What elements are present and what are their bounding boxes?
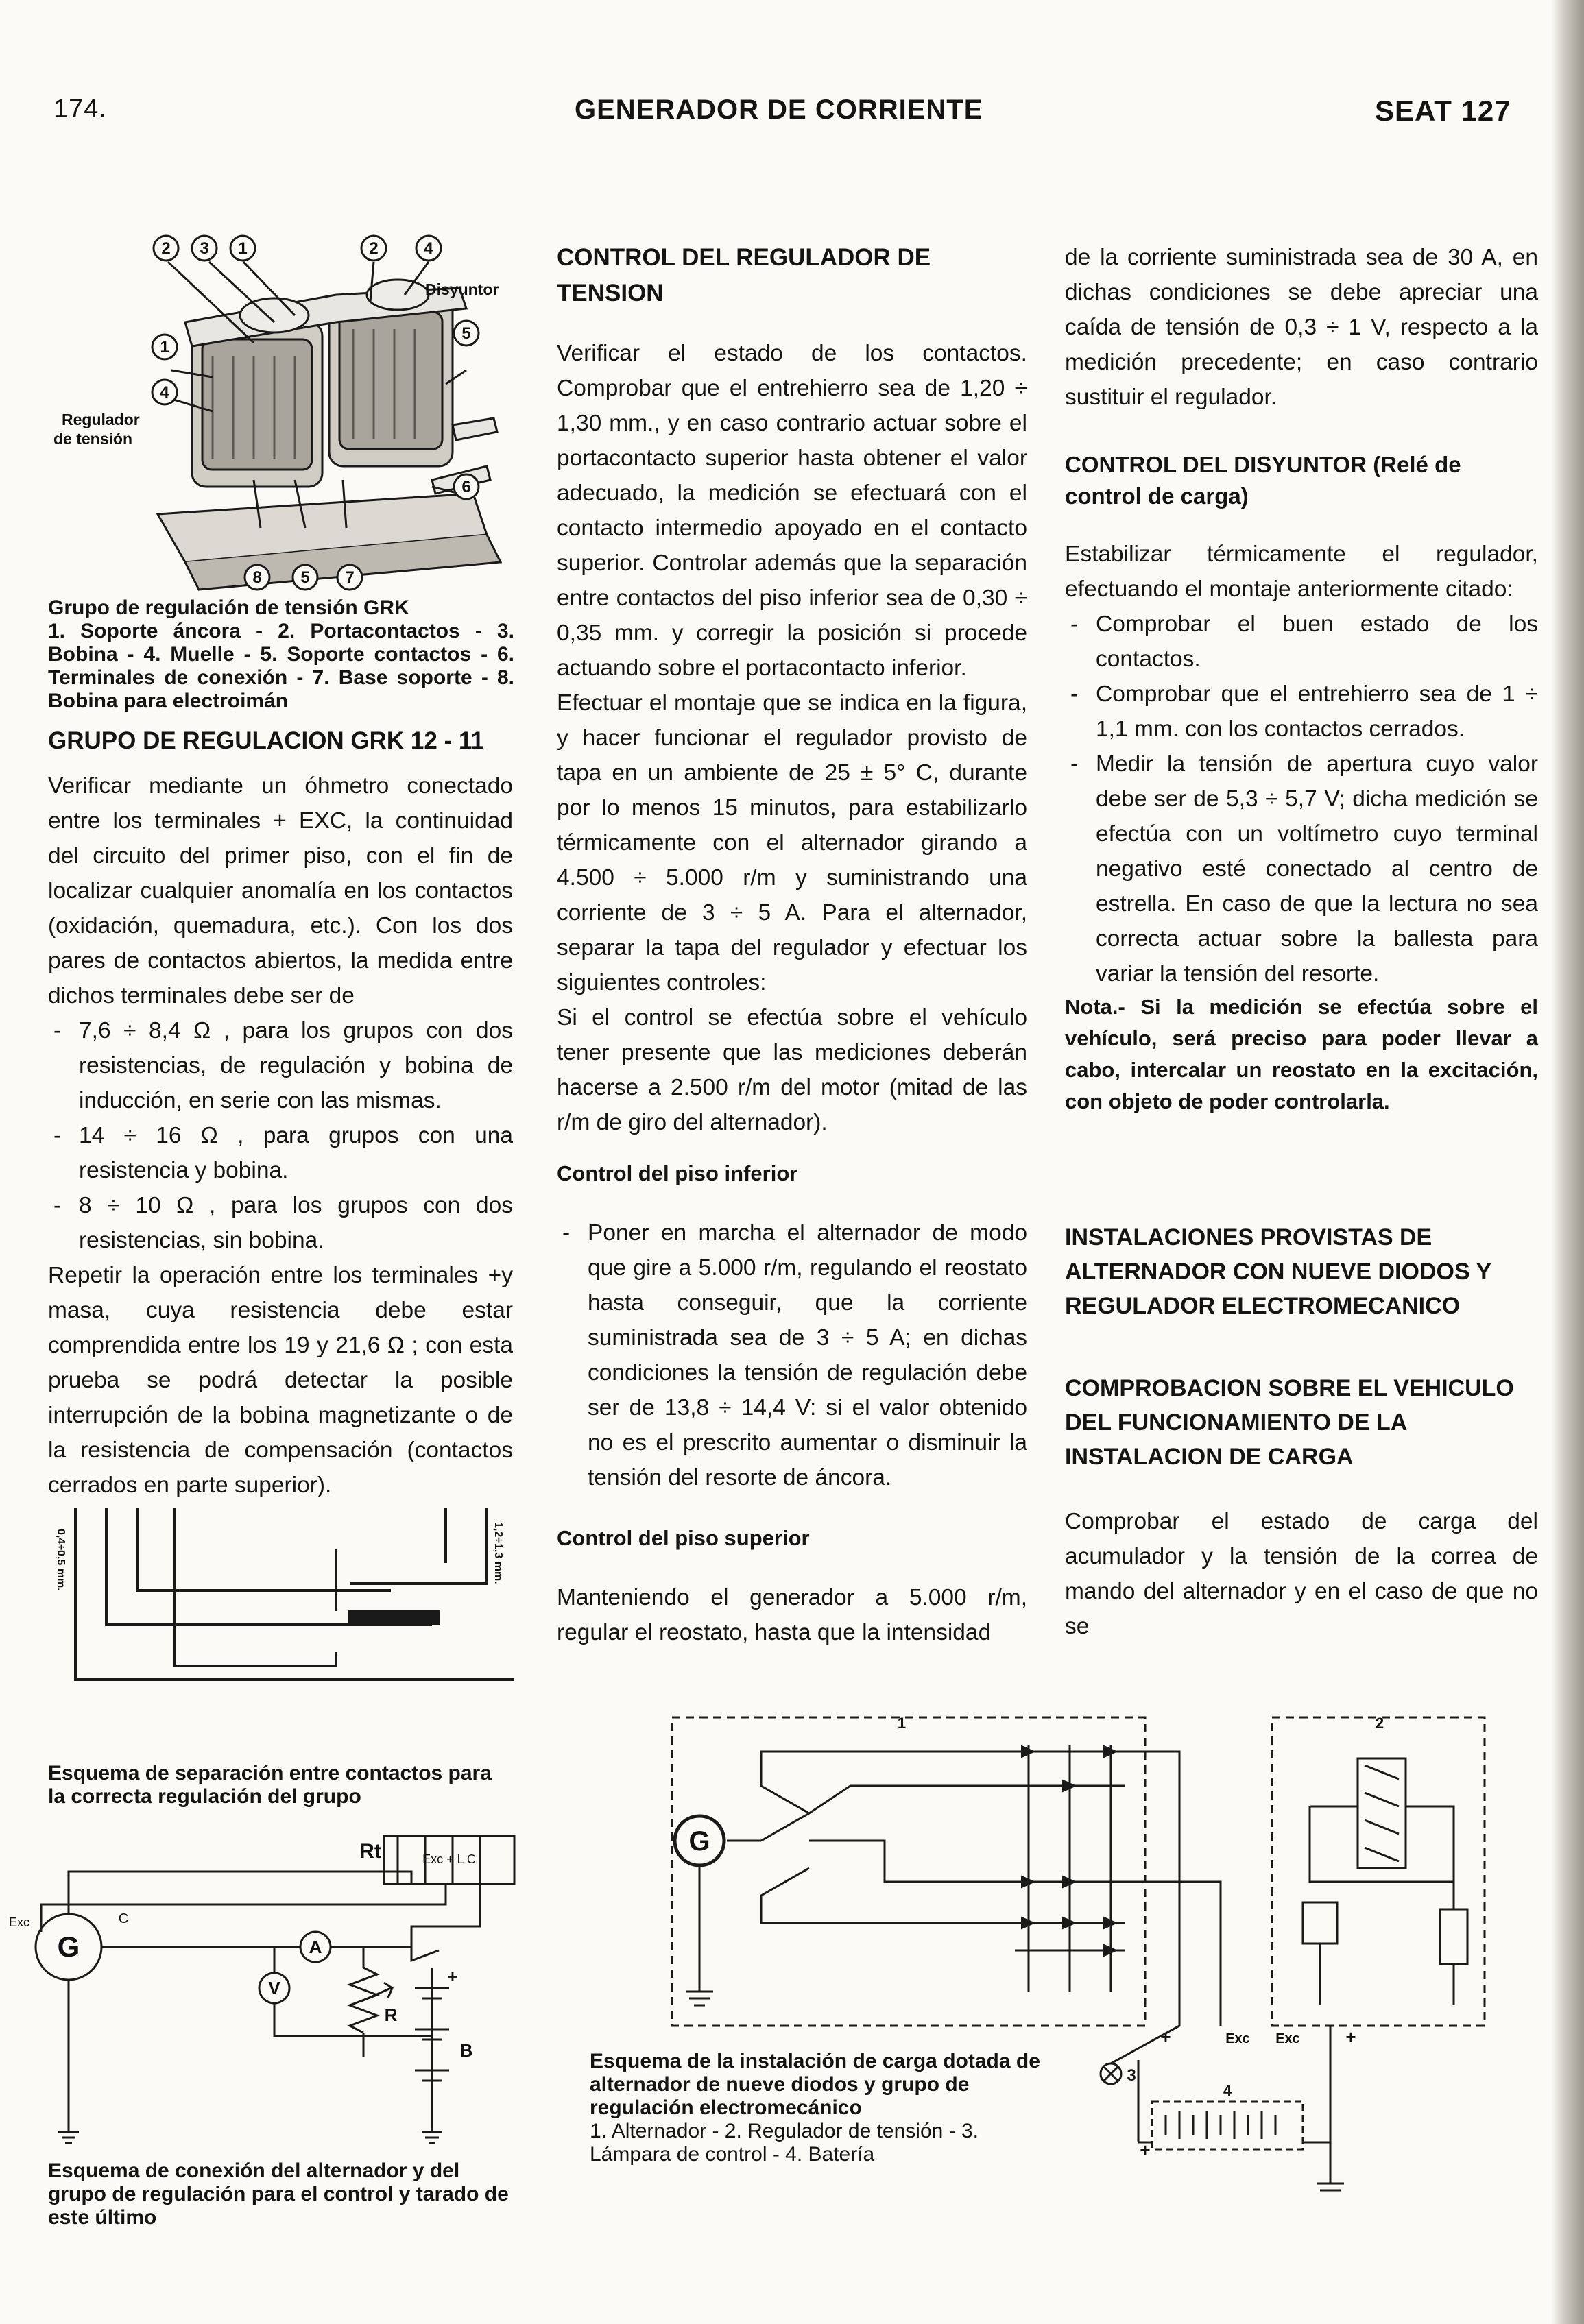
separation-drawing — [48, 1508, 514, 1700]
grk-bullet-2: - 14 ÷ 16 Ω , para grupos con una resistencia y bobina. — [48, 1118, 513, 1188]
battery-plus-label: + — [447, 1966, 458, 1987]
comprobacion-heading: COMPROBACION SOBRE EL VEHICULO DEL FUNCIONAMIENTO DE LA INSTALACION DE CARGA — [1065, 1375, 1514, 1470]
ammeter-a-label: A — [309, 1937, 322, 1957]
piso-inferior-bullet: - Poner en marcha el alternador de modo que gire a 5.000 r/m, regulando el reostato hasta conseguir, que la corriente suministrada sea de 3 ÷ 5 A; en dichas condiciones la tensión de regulación debe ser de 13,8 ÷ 14,4 V: si el valor obtenido no es el prescrito aumentar o disminuir la tensión del resorte de áncora. — [557, 1215, 1027, 1495]
charging-exc-2: Exc — [1275, 2031, 1300, 2046]
column-3 — [1065, 240, 1538, 1644]
callout-2a: 2 — [161, 239, 171, 258]
grk-bullet-3: - 8 ÷ 10 Ω , para los grupos con dos resistencias, sin bobina. — [48, 1188, 513, 1258]
piso-superior-heading: Control del piso superior — [557, 1526, 810, 1550]
battery-b-label: B — [459, 2040, 473, 2061]
charging-callout-4: 4 — [1223, 2082, 1232, 2099]
charging-caption — [590, 2050, 1063, 2166]
callout-1b: 1 — [160, 338, 169, 356]
col3-paragraph-3: Comprobar el estado de carga del acumulador y la tensión de la correa de mando del alternador y en el caso de que no se — [1065, 1509, 1538, 1639]
page-title: GENERADOR DE CORRIENTE — [575, 95, 983, 125]
voltmeter-v-label: V — [268, 1978, 280, 1998]
charging-g-label: G — [688, 1826, 710, 1856]
col3-paragraph-1: de la corriente suministrada sea de 30 A, en dichas condiciones se debe apreciar una caída de tensión de 0,3 ÷ 1 V, respecto a la medición precedente; en caso contrario sustituir el regulador. — [1065, 245, 1538, 410]
grk-paragraph-2: Repetir la operación entre los terminales +y masa, cuya resistencia debe estar comprendida entre los 19 y 21,6 Ω ; con esta prueba se podrá detectar la posible interrupción de la bobina magnetizante o de la resistencia de compensación (contactos cerrados en parte superior). — [48, 1263, 513, 1498]
control-regulador-paragraph-1: Verificar el estado de los contactos. Comprobar que el entrehierro sea de 1,20 ÷ 1,30 mm., y en caso contrario actuar sobre el portacontacto superior hasta obtener el valor adecuado, la medición se efectuará con el contacto intermedio apoyado en el contacto superior. Controlar además que la separación entre contactos del piso inferior sea de 0,30 ÷ 0,35 mm. y corregir la posición si procede actuando sobre el portacontacto inferior. — [557, 341, 1027, 681]
col3-paragraph-2: Estabilizar térmicamente el regulador, efectuando el montaje anteriormente citado: — [1065, 542, 1538, 602]
charging-plus-1: + — [1160, 2026, 1171, 2047]
control-disyuntor-heading: CONTROL DEL DISYUNTOR (Relé de control de carga) — [1065, 452, 1461, 509]
callout-6: 6 — [461, 478, 471, 496]
disyuntor-bullet-2: - Comprobar que el entrehierro sea de 1 ÷ 1,1 mm. con los contactos cerrados. — [1065, 677, 1538, 747]
c-label: C — [118, 1911, 129, 1926]
charging-exc-1: Exc — [1225, 2031, 1250, 2046]
callout-4a: 4 — [424, 239, 433, 258]
disyuntor-bullet-1: - Comprobar el buen estado de los contactos. — [1065, 607, 1538, 677]
separation-caption: Esquema de separación entre contactos para la correcta regulación del grupo — [48, 1762, 492, 1808]
grk-bullet-1: - 7,6 ÷ 8,4 Ω , para los grupos con dos resistencias, de regulación y bobina de inducción, en serie con las mismas. — [48, 1013, 513, 1118]
regulator-terminals-label: Exc + L C — [422, 1852, 476, 1866]
regulator-drawing — [48, 219, 528, 603]
grk-heading: GRUPO DE REGULACION GRK 12 - 11 — [48, 727, 484, 754]
column-1 — [48, 723, 513, 1503]
instalaciones-heading: INSTALACIONES PROVISTAS DE ALTERNADOR CON NUEVE DIODOS Y REGULADOR ELECTROMECANICO — [1065, 1224, 1491, 1319]
page-number: 174. — [53, 95, 107, 123]
charging-callout-3: 3 — [1127, 2066, 1136, 2085]
connection-drawing — [0, 1830, 521, 2153]
regulator-caption-items: 1. Soporte áncora - 2. Portacontactos - 3. Bobina - 4. Muelle - 5. Soporte contactos - 6. Terminales de conexión - 7. Base soporte - 8. Bobina para electroimán — [48, 620, 514, 712]
charging-plus-3: + — [1140, 2140, 1151, 2160]
callout-1a: 1 — [238, 239, 248, 258]
model-name: SEAT 127 — [1375, 95, 1511, 127]
separation-figure — [48, 1508, 514, 1700]
control-regulador-heading: CONTROL DEL REGULADOR DE TENSION — [557, 244, 931, 306]
control-regulador-paragraph-3: Si el control se efectúa sobre el vehículo tener presente que las mediciones deberán hacerse a 2.500 r/m del motor (mitad de las r/m de giro del alternador). — [557, 1005, 1027, 1135]
charging-plus-2: + — [1345, 2026, 1356, 2047]
piso-superior-paragraph: Manteniendo el generador a 5.000 r/m, regular el reostato, hasta que la intensidad — [557, 1585, 1027, 1645]
callout-2b: 2 — [369, 239, 379, 258]
callout-4b: 4 — [160, 383, 169, 402]
separation-right-label: 1,2÷1,3 mm. — [492, 1522, 504, 1584]
charging-caption-items: 1. Alternador - 2. Regulador de tensión - 3. Lámpara de control - 4. Batería — [590, 2120, 979, 2166]
callout-8: 8 — [252, 568, 262, 587]
exc-label: Exc — [8, 1915, 30, 1929]
regulador-label: Regulador — [62, 411, 140, 428]
callout-7: 7 — [345, 568, 355, 587]
charging-callout-2: 2 — [1375, 1715, 1384, 1732]
regulator-caption-title: Grupo de regulación de tensión GRK — [48, 596, 409, 619]
rheostat-r-label: R — [384, 2005, 398, 2025]
separation-left-label: 0,4÷0,5 mm. — [55, 1529, 67, 1591]
column-2 — [557, 240, 1027, 1650]
piso-inferior-heading: Control del piso inferior — [557, 1161, 798, 1185]
charging-caption-title: Esquema de la instalación de carga dotada de alternador de nueve diodos y grupo de regulación electromecánico — [590, 2050, 1040, 2119]
disyuntor-bullet-3: - Medir la tensión de apertura cuyo valor debe ser de 5,3 ÷ 5,7 V; dicha medición se efectúa con un voltímetro cuyo terminal negativo esté conectado al centro de estrella. En caso de que la lectura no sea correcta actuar sobre la ballesta para variar la tensión del resorte. — [1065, 747, 1538, 991]
de-tension-label: de tensión — [53, 430, 133, 448]
generator-g-label: G — [57, 1930, 80, 1963]
rt-label: Rt — [359, 1840, 381, 1863]
book-spine-shadow — [1551, 0, 1584, 2324]
regulator-figure — [48, 219, 528, 603]
connection-figure — [0, 1830, 521, 2153]
grk-paragraph-1: Verificar mediante un óhmetro conectado entre los terminales + EXC, la continuidad del circuito del primer piso, con el fin de localizar cualquier anomalía en los contactos (oxidación, quemadura, etc.). Con los dos pares de contactos abiertos, la medida entre dichos terminales debe ser de — [48, 773, 513, 1008]
callout-5b: 5 — [300, 568, 310, 587]
regulator-caption — [48, 596, 514, 713]
callout-3: 3 — [200, 239, 209, 258]
callout-5a: 5 — [461, 324, 471, 343]
nota-paragraph: Nota.- Si la medición se efectúa sobre el vehículo, será preciso para poder llevar a cabo, intercalar un reostato en la excitación, con objeto de poder controlarla. — [1065, 995, 1538, 1113]
control-regulador-paragraph-2: Efectuar el montaje que se indica en la figura, y hacer funcionar el regulador provisto de tapa en un ambiente de 25 ± 5° C, durante por lo menos 15 minutos, para estabilizarlo térmicamente con el alternador girando a 4.500 ÷ 5.000 r/m y suministrando una corriente de 3 ÷ 5 A. Para el alternador, separar la tapa del regulador y efectuar los siguientes controles: — [557, 690, 1027, 995]
charging-callout-1: 1 — [897, 1715, 907, 1732]
disyuntor-label: Disyuntor — [425, 280, 499, 298]
connection-caption: Esquema de conexión del alternador y del grupo de regulación para el control y tarado de este último — [48, 2159, 509, 2229]
